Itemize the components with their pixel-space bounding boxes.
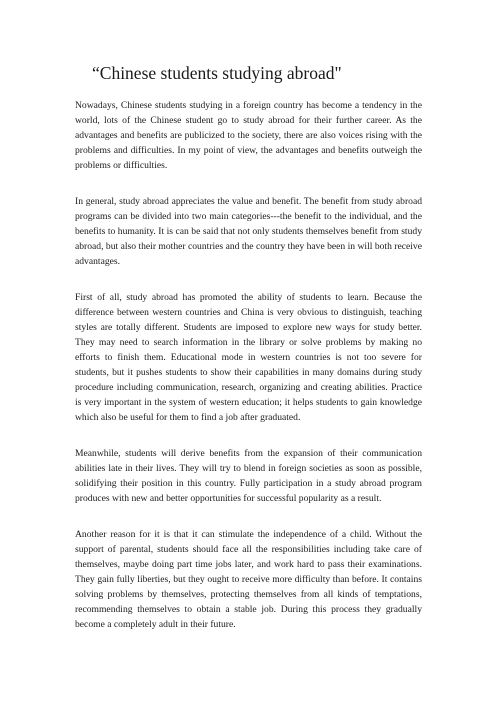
paragraph-general: In general, study abroad appreciates the value and benefit. The benefit from study abroad programs can be divided into two main categories---the benefit to the individual, and the benefits to humanity. It is can be said that not only students themselves benefit from study abroad, but also their mother countries and the country they have been in will both receive advantages. [75, 196, 422, 267]
document-title: “Chinese students studying abroad" [92, 63, 342, 83]
paragraph-communication: Meanwhile, students will derive benefits from the expansion of their communication abilities late in their lives. They will try to blend in foreign societies as soon as possible, solidifying their position in this country. Fully participation in a study abroad program produces with new and better opportunities for successful popularity as a result. [75, 448, 422, 504]
paragraph-learning: First of all, study abroad has promoted the ability of students to learn. Because the difference between western countries and China is very obvious to distinguish, teaching styles are totally different. Students are imposed to explore new ways for study better. They may need to search information in the library or solve problems by making no efforts to finish them. Educational mode in western countries is not too severe for students, but it pushes students to show their capabilities in many domains during study procedure including communication, research, organizing and creating abilities. Practice is very important in the system of western education; it helps students to gain knowledge which also be useful for them to find a job after graduated. [75, 292, 422, 423]
document-body [75, 98, 422, 632]
paragraph-independence: Another reason for it is that it can stimulate the independence of a child. Without the support of parental, students should face all the responsibilities including take care of themselves, maybe doing part time jobs later, and work hard to pass their examinations. They gain fully liberties, but they ought to receive more difficulty than before. It contains solving problems by themselves, protecting themselves from all kinds of temptations, recommending themselves to obtain a stable job. During this process they gradually become a completely adult in their future. [75, 529, 422, 630]
paragraph-intro: Nowadays, Chinese students studying in a foreign country has become a tendency in the world, lots of the Chinese student go to study abroad for their further career. As the advantages and benefits are publicized to the society, there are also voices rising with the problems and difficulties. In my point of view, the advantages and benefits outweigh the problems or difficulties. [75, 100, 422, 171]
